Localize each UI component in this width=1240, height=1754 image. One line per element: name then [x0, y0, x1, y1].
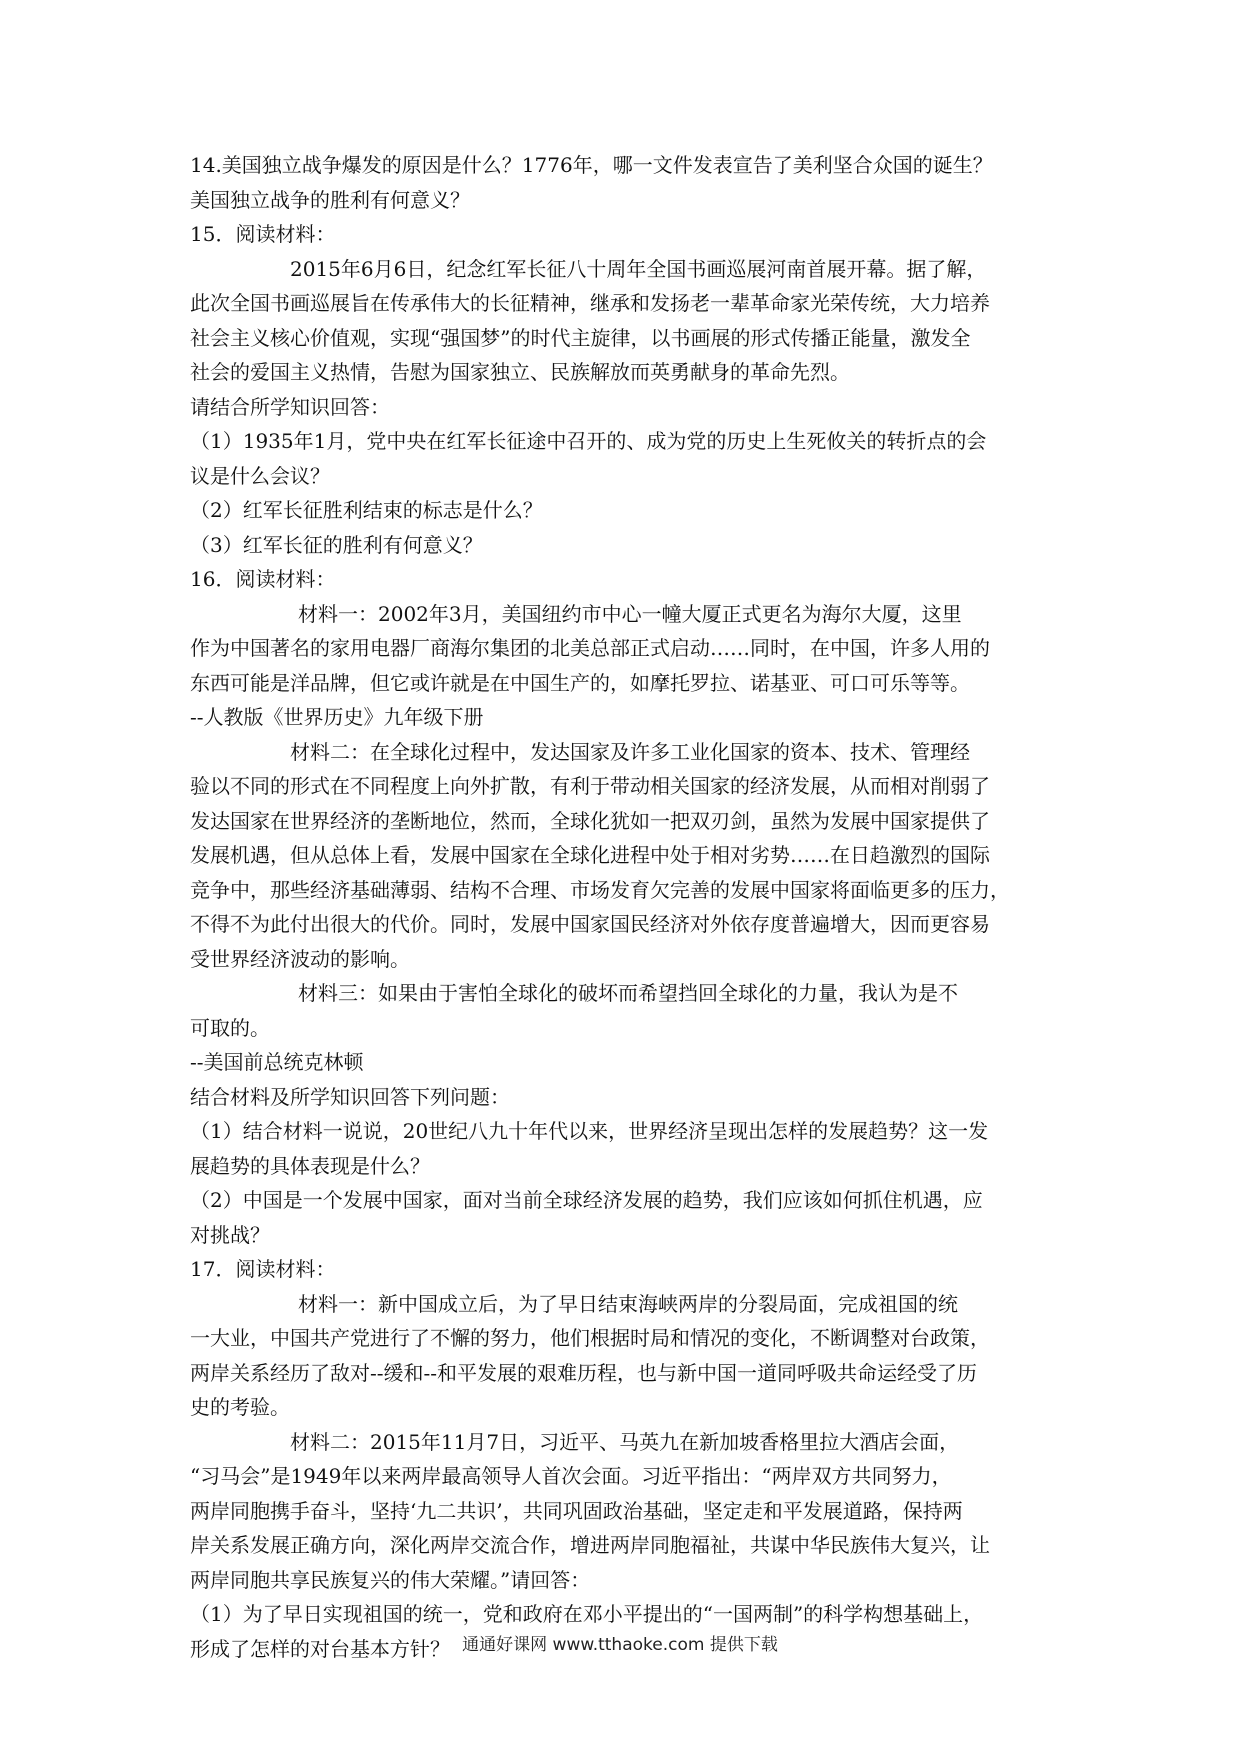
q16-material3-line: 材料三：如果由于害怕全球化的破坏而希望挡回全球化的力量，我认为是不: [298, 981, 958, 1005]
q15-question-line: （1）1935年1月，党中央在红军长征途中召开的、成为党的历史上生死攸关的转折点的会: [190, 429, 987, 453]
q16-material1-line: 材料一：2002年3月，美国纽约市中心一幢大厦正式更名为海尔大厦，这里: [298, 601, 962, 626]
q17-material2-line: 两岸同胞共享民族复兴的伟大荣耀。”请回答：: [190, 1567, 591, 1592]
q15-material-line: 2015年6月6日，纪念红军长征八十周年全国书画巡展河南首展开幕。据了解，: [290, 256, 987, 281]
q17-material1-line: 史的考验。: [190, 1395, 290, 1419]
q15-material-line: 社会的爱国主义热情，告慰为国家独立、民族解放而英勇献身的革命先烈。: [190, 360, 850, 384]
q17-question-line: 形成了怎样的对台基本方针？: [190, 1636, 450, 1661]
q16-question-line: 展趋势的具体表现是什么？: [190, 1153, 430, 1178]
q16-material2-line: 受世界经济波动的影响。: [190, 946, 410, 971]
q17-material1-line: 一大业，中国共产党进行了不懈的努力，他们根据时局和情况的变化，不断调整对台政策，: [190, 1326, 990, 1350]
q16-header: 16．阅读材料：: [190, 567, 336, 591]
q17-material2-line: “习马会”是1949年以来两岸最高领导人首次会面。习近平指出：“两岸双方共同努力，: [190, 1464, 952, 1488]
page-footer: 通通好课网 www.tthaoke.com 提供下载: [462, 1635, 778, 1655]
q15-header: 15．阅读材料：: [190, 222, 336, 246]
q16-material1-line: 作为中国著名的家用电器厂商海尔集团的北美总部正式启动……同时，在中国，许多人用的: [190, 636, 990, 660]
q16-material1-line: 东西可能是洋品牌，但它或许就是在中国生产的，如摩托罗拉、诺基亚、可口可乐等等。: [190, 670, 970, 695]
q16-question-line: （2）中国是一个发展中国家，面对当前全球经济发展的趋势，我们应该如何抓住机遇，应: [190, 1188, 983, 1212]
q16-material2-line: 验以不同的形式在不同程度上向外扩散，有利于带动相关国家的经济发展，从而相对削弱了: [190, 774, 990, 798]
q16-material3-source: --美国前总统克林顿: [190, 1050, 364, 1074]
q17-material1-line: 两岸关系经历了敌对--缓和--和平发展的艰难历程，也与新中国一道同呼吸共命运经受了历: [190, 1360, 978, 1385]
q17-header: 17．阅读材料：: [190, 1257, 336, 1281]
q15-question-line: 议是什么会议？: [190, 463, 330, 488]
q17-material2-line: 岸关系发展正确方向，深化两岸交流合作，增进两岸同胞福祉，共谋中华民族伟大复兴，让: [190, 1533, 990, 1557]
q16-material2-line: 材料二：在全球化过程中，发达国家及许多工业化国家的资本、技术、管理经: [290, 739, 970, 764]
q15-question-line: （3）红军长征的胜利有何意义？: [190, 532, 483, 557]
q16-prompt: 结合材料及所学知识回答下列问题：: [190, 1084, 510, 1109]
q17-material2-line: 两岸同胞携手奋斗，坚持‘九二共识’，共同巩固政治基础，坚定走和平发展道路，保持两: [190, 1498, 963, 1523]
q16-question-line: 对挑战？: [190, 1222, 270, 1247]
q16-material2-line: 竞争中，那些经济基础薄弱、结构不合理、市场发育欠完善的发展中国家将面临更多的压力，: [190, 877, 1010, 902]
q17-material1-line: 材料一：新中国成立后，为了早日结束海峡两岸的分裂局面，完成祖国的统: [298, 1291, 958, 1316]
q16-question-line: （1）结合材料一说说，20世纪八九十年代以来，世界经济呈现出怎样的发展趋势？这一发: [190, 1119, 989, 1143]
q14-line: 14.美国独立战争爆发的原因是什么？1776年，哪一文件发表宣告了美利坚合众国的诞生？: [190, 153, 993, 177]
q17-material2-line: 材料二：2015年11月7日，习近平、马英九在新加坡香格里拉大酒店会面，: [290, 1429, 960, 1454]
q15-question-line: （2）红军长征胜利结束的标志是什么？: [190, 498, 543, 522]
q15-material-line: 社会主义核心价值观，实现“强国梦”的时代主旋律，以书画展的形式传播正能量，激发全: [190, 325, 971, 350]
q16-material2-line: 发展机遇，但从总体上看，发展中国家在全球化进程中处于相对劣势……在日趋激烈的国际: [190, 843, 990, 867]
q16-material2-line: 发达国家在世界经济的垄断地位，然而，全球化犹如一把双刃剑，虽然为发展中国家提供了: [190, 808, 990, 833]
q14-line: 美国独立战争的胜利有何意义？: [190, 187, 470, 212]
q15-prompt: 请结合所学知识回答：: [190, 394, 390, 419]
q17-question-line: （1）为了早日实现祖国的统一，党和政府在邓小平提出的“一国两制”的科学构想基础上，: [190, 1602, 984, 1626]
q15-material-line: 此次全国书画巡展旨在传承伟大的长征精神，继承和发扬老一辈革命家光荣传统，大力培养: [190, 291, 990, 315]
q16-material1-source: --人教版《世界历史》九年级下册: [190, 705, 484, 729]
document-body: [190, 148, 1055, 1666]
q16-material3-line: 可取的。: [190, 1015, 270, 1040]
q16-material2-line: 不得不为此付出很大的代价。同时，发展中国家国民经济对外依存度普遍增大，因而更容易: [190, 912, 990, 936]
